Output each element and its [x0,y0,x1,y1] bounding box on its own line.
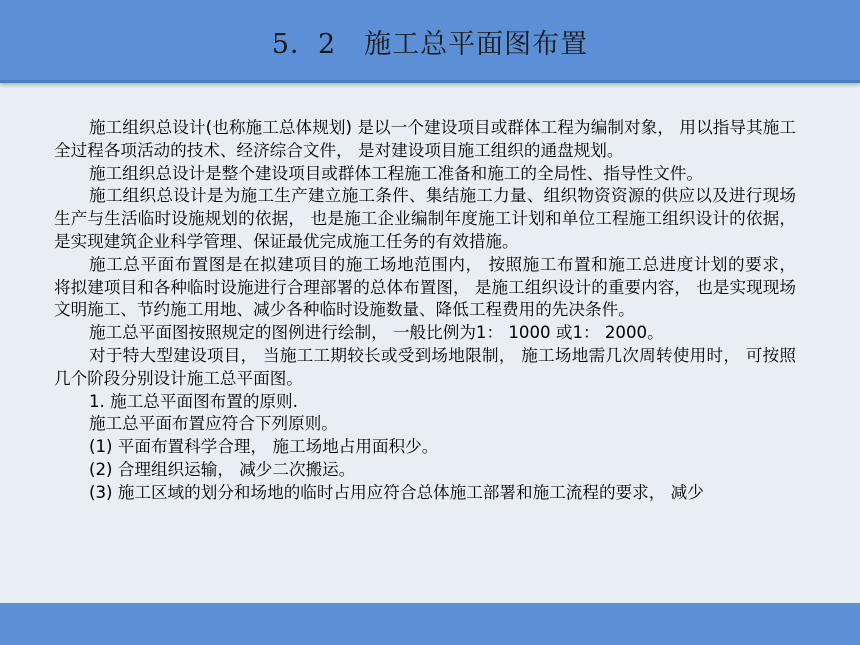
paragraph: 施工组织总设计是为施工生产建立施工条件、集结施工力量、组织物资资源的供应以及进行现场生产与生活临时设施规划的依据， 也是施工企业编制年度施工计划和单位工程施工组织设计的依据， 是实现建筑企业科学管理、保证最优完成施工任务的有效措施。 [54,186,796,251]
title-bar [0,0,860,83]
paragraph: 施工总平面图按照规定的图例进行绘制， 一般比例为1： 1000 或1： 2000。 [89,323,664,343]
principle-item: (1) 平面布置科学合理， 施工场地占用面积少。 [89,437,439,457]
paragraph: 施工组织总设计是整个建设项目或群体工程施工准备和施工的全局性、指导性文件。 [89,163,703,183]
footer-bar [0,603,860,645]
paragraph: 施工总平面布置图是在拟建项目的施工场地范围内， 按照施工布置和施工总进度计划的要求， 将拟建项目和各种临时设施进行合理部署的总体布置图， 是施工组织设计的重要内容， 也是实现现场文明施工、节约施工用地、减少各种临时设施数量、降低工程费用的先决条件。 [54,254,796,320]
paragraph: 施工组织总设计(也称施工总体规划) 是以一个建设项目或群体工程为编制对象， 用以指导其施工全过程各项活动的技术、经济综合文件， 是对建设项目施工组织的通盘规划。 [54,118,796,160]
section-intro: 施工总平面布置应符合下列原则。 [89,414,338,434]
section-heading: 1. 施工总平面图布置的原则. [89,391,298,411]
page-title: 5．2 施工总平面图布置 [271,29,589,60]
principle-item: (3) 施工区域的划分和场地的临时占用应符合总体施工部署和施工流程的要求， 减少 [89,482,704,502]
body-text [54,117,796,505]
principle-item: (2) 合理组织运输， 减少二次搬运。 [89,459,356,479]
paragraph: 对于特大型建设项目， 当施工工期较长或受到场地限制， 施工场地需几次周转使用时， 可按照几个阶段分别设计施工总平面图。 [54,345,796,388]
